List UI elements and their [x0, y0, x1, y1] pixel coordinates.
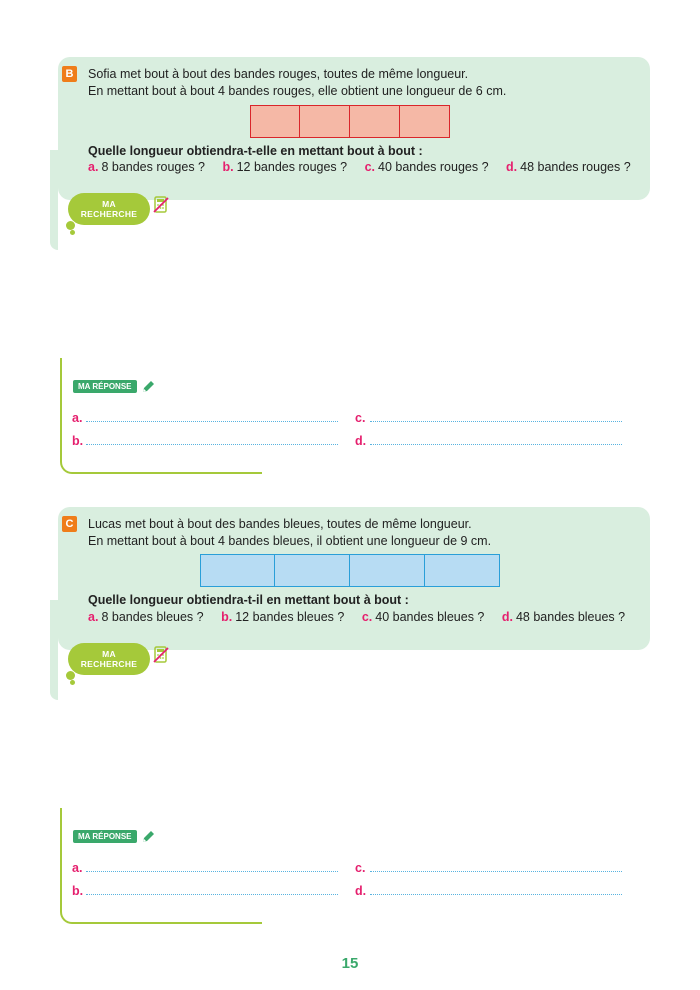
answer-field-a[interactable] [86, 871, 338, 872]
problem-c-question: Quelle longueur obtiendra-t-il en mettant bout à bout : [88, 593, 409, 607]
problem-b-statement-line-1: Sofia met bout à bout des bandes rouges, toutes de même longueur. [88, 67, 469, 81]
option-b: b. 12 bandes bleues ? [221, 610, 345, 624]
blue-strips-illustration [200, 554, 500, 587]
option-d: d. 48 bandes rouges ? [506, 160, 631, 174]
answer-field-d[interactable] [370, 444, 622, 445]
answer-line-d: d. [355, 884, 367, 898]
ma-recherche-cloud: MA RECHERCHE [68, 643, 150, 675]
answer-field-c[interactable] [370, 421, 622, 422]
answer-field-a[interactable] [86, 421, 338, 422]
red-strips-illustration [250, 105, 450, 138]
answer-line-c: c. [355, 861, 366, 875]
blue-strip [275, 554, 350, 587]
answer-line-c: c. [355, 411, 366, 425]
answer-field-b[interactable] [86, 894, 338, 895]
ma-reponse-tag: MA RÉPONSE [73, 380, 137, 393]
cloud-bubble-dot [66, 221, 75, 230]
answer-frame-b [60, 358, 262, 474]
problem-c-statement-line-2: En mettant bout à bout 4 bandes bleues, il obtient une longueur de 9 cm. [88, 534, 492, 548]
calculator-crossed-icon [153, 646, 169, 664]
answer-line-b: b. [72, 884, 84, 898]
red-strip [300, 105, 350, 138]
answer-line-b: b. [72, 434, 84, 448]
answer-field-b[interactable] [86, 444, 338, 445]
problem-b-statement-line-2: En mettant bout à bout 4 bandes rouges, elle obtient une longueur de 6 cm. [88, 84, 507, 98]
answer-line-a: a. [72, 411, 83, 425]
blue-strip [200, 554, 275, 587]
option-a: a. 8 bandes bleues ? [88, 610, 204, 624]
red-strip [250, 105, 300, 138]
option-c: c. 40 bandes rouges ? [364, 160, 489, 174]
blue-strip [350, 554, 425, 587]
option-b: b. 12 bandes rouges ? [222, 160, 348, 174]
cloud-bubble-dot [70, 230, 75, 235]
pencil-icon [140, 379, 156, 395]
answer-field-c[interactable] [370, 871, 622, 872]
option-a: a. 8 bandes rouges ? [88, 160, 205, 174]
pencil-icon [140, 829, 156, 845]
red-strip [400, 105, 450, 138]
blue-strip [425, 554, 500, 587]
option-c: c. 40 bandes bleues ? [361, 610, 485, 624]
red-strip [350, 105, 400, 138]
answer-field-d[interactable] [370, 894, 622, 895]
ma-reponse-tag: MA RÉPONSE [73, 830, 137, 843]
option-d: d. 48 bandes bleues ? [501, 610, 626, 624]
problem-b-badge: B [62, 66, 77, 82]
ma-recherche-cloud: MA RECHERCHE [68, 193, 150, 225]
section-c-side-bar [50, 600, 58, 700]
page-number: 15 [341, 955, 359, 972]
calculator-crossed-icon [153, 196, 169, 214]
problem-c-badge: C [62, 516, 77, 532]
problem-b-options [88, 160, 645, 174]
answer-line-a: a. [72, 861, 83, 875]
section-b-side-bar [50, 150, 58, 250]
answer-line-d: d. [355, 434, 367, 448]
cloud-bubble-dot [66, 671, 75, 680]
problem-b-question: Quelle longueur obtiendra-t-elle en mettant bout à bout : [88, 144, 423, 158]
problem-c-statement-line-1: Lucas met bout à bout des bandes bleues, toutes de même longueur. [88, 517, 472, 531]
answer-frame-c [60, 808, 262, 924]
problem-c-options [88, 610, 639, 624]
cloud-bubble-dot [70, 680, 75, 685]
